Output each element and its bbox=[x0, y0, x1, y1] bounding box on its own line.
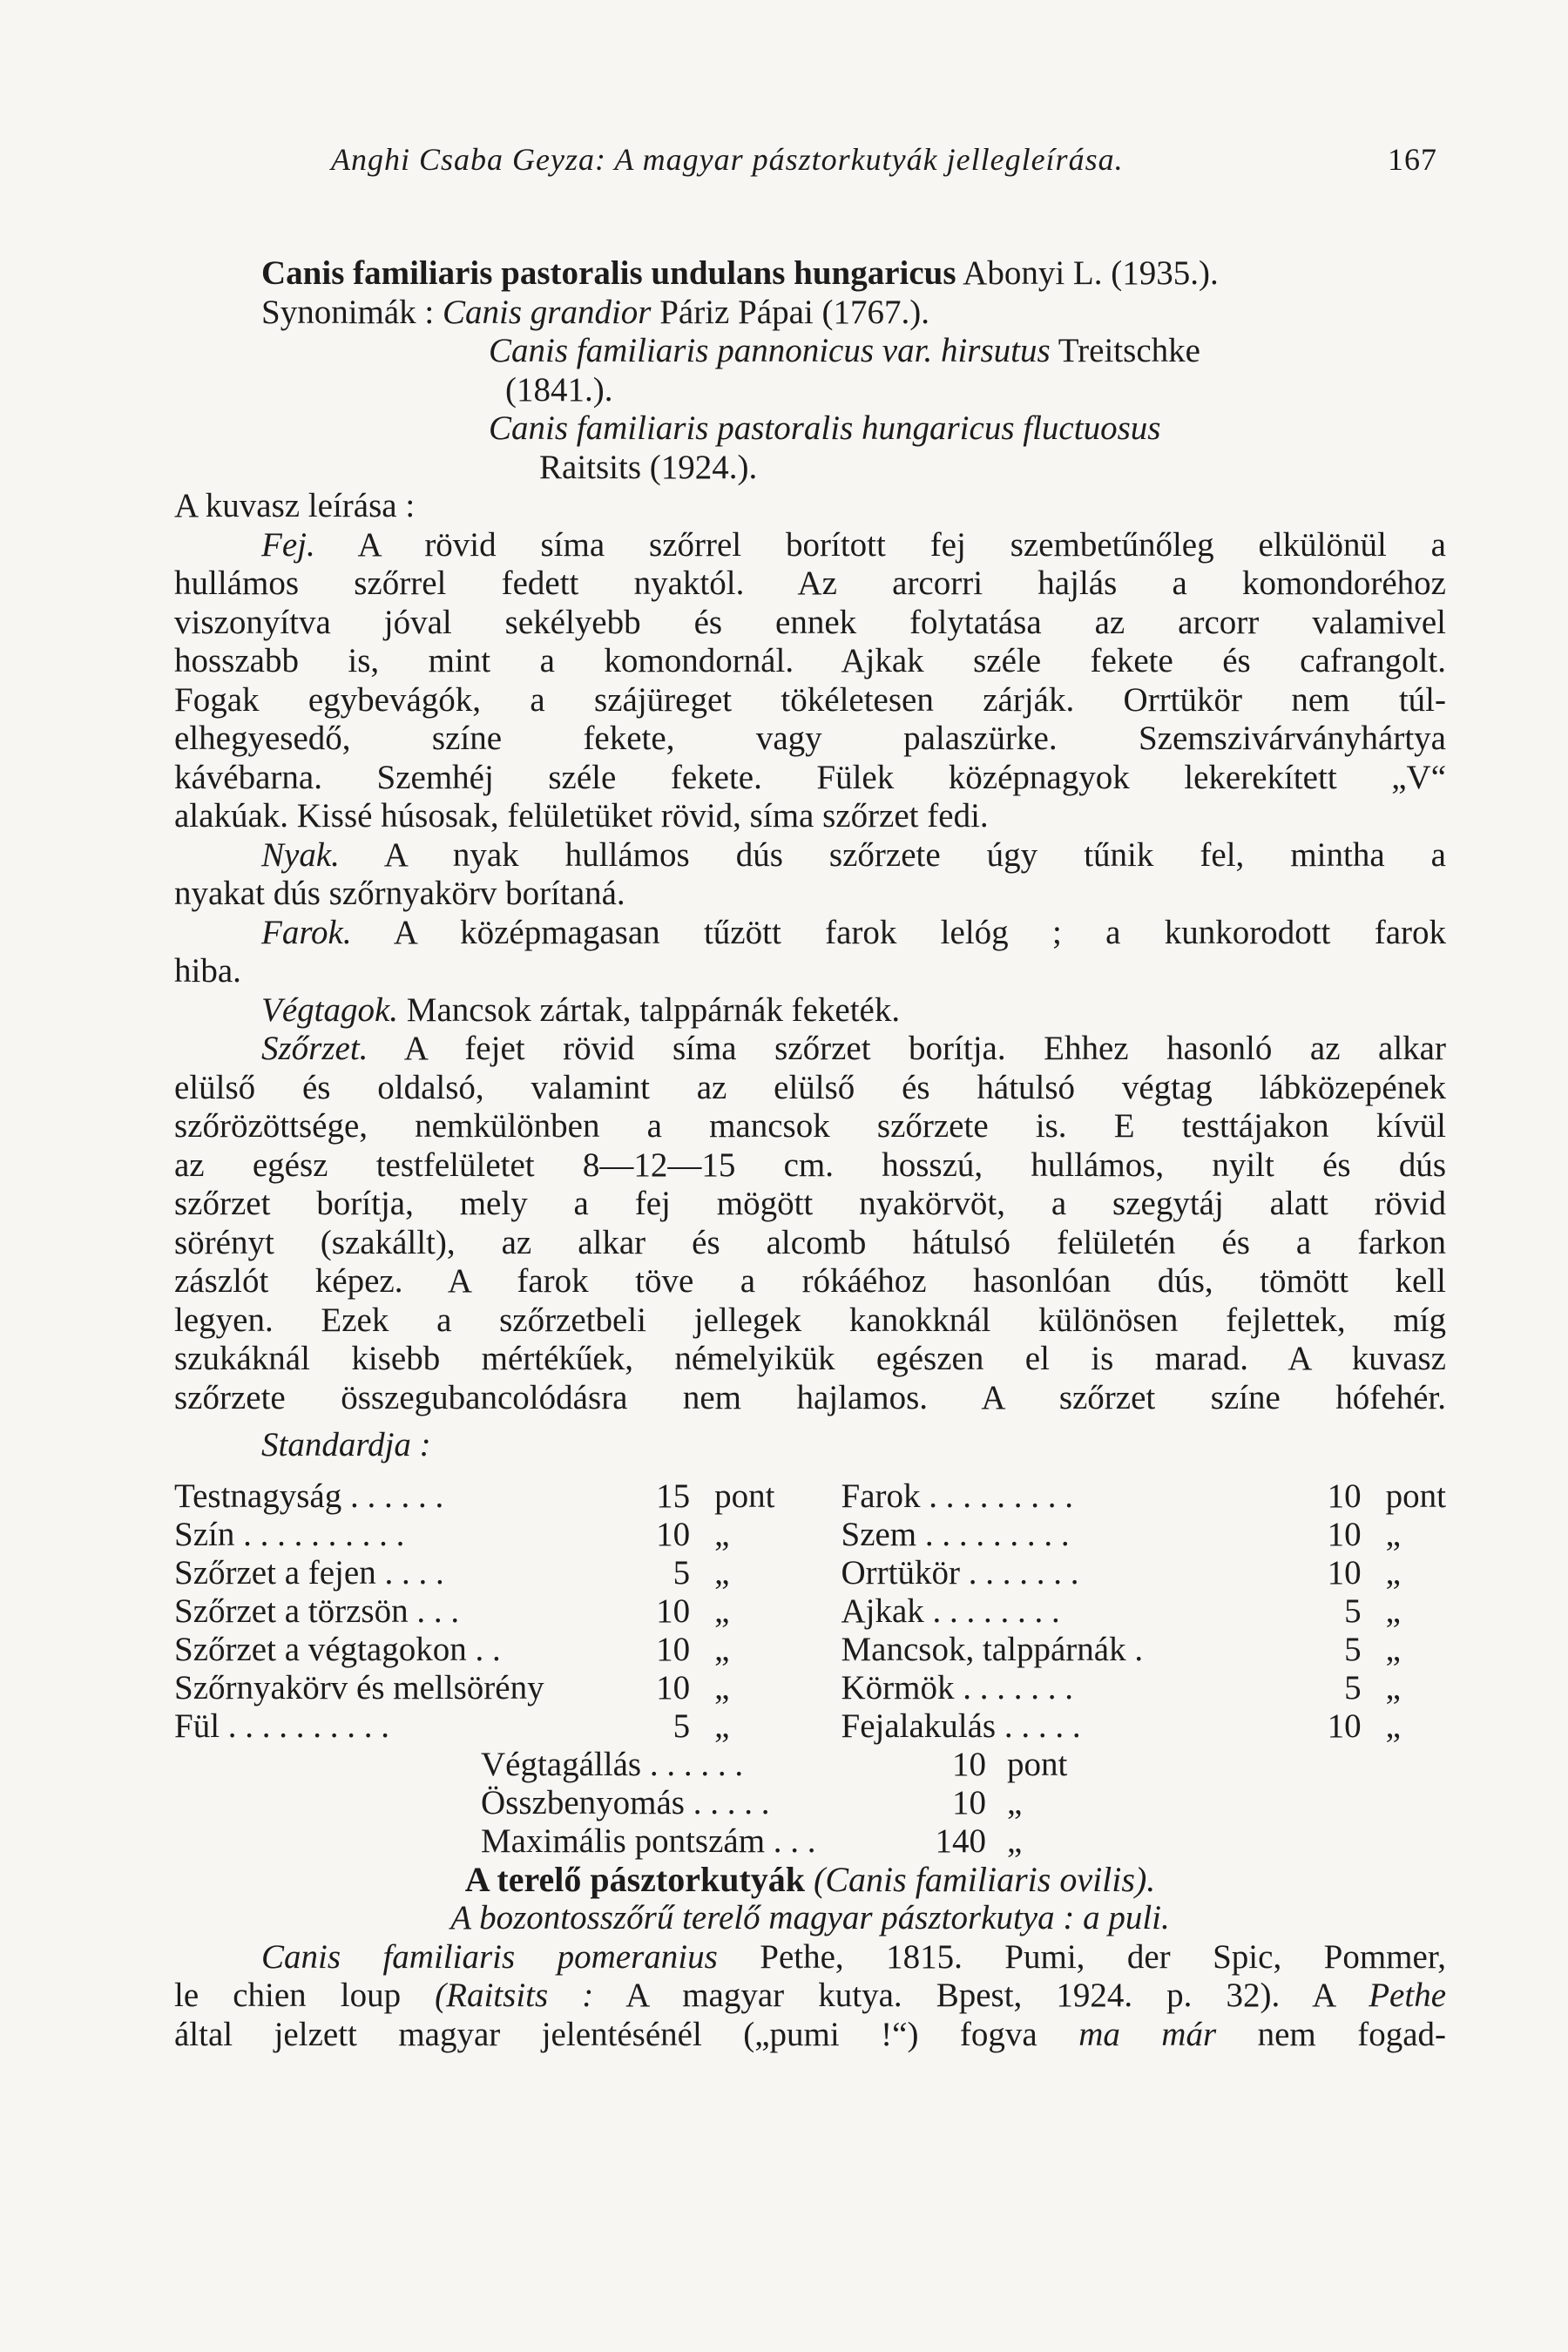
fej-line-5: Fogak egybevágók, a szájüreget tökéletesen zárják. Orrtükör nem túl- bbox=[174, 680, 1446, 719]
standard-left-value: 10 bbox=[656, 1668, 691, 1707]
standard-table bbox=[174, 1477, 1446, 1746]
standard-right-value: 10 bbox=[1327, 1515, 1362, 1553]
standard-row bbox=[174, 1516, 1446, 1554]
summary-value: 10 bbox=[952, 1745, 986, 1783]
standard-left-label: Szőrzet a törzsön . . . bbox=[174, 1592, 460, 1630]
szorzet-line-2: elülső és oldalsó, valamint az elülső és hátulsó végtag lábközepének bbox=[174, 1068, 1446, 1106]
synonym-1-author: Páriz Pápai (1767.). bbox=[659, 293, 929, 331]
synonym-line-3b bbox=[174, 449, 1446, 488]
summary-unit: „ bbox=[1007, 1783, 1023, 1821]
breed-author: Abonyi L. (1935.). bbox=[963, 254, 1219, 292]
standard-left-value: 15 bbox=[656, 1477, 691, 1515]
szorzet-line-10: szőrzete összegubancolódásra nem hajlamos. A szőrzet színe hófehér. bbox=[174, 1378, 1446, 1416]
standard-left-label: Szín . . . . . . . . . . bbox=[174, 1515, 405, 1553]
standard-right-value: 5 bbox=[1344, 1630, 1362, 1668]
herding-title-italic: (Canis familiaris ovilis). bbox=[814, 1859, 1156, 1899]
synonym-2-name: Canis familiaris pannonicus var. hirsutus bbox=[489, 332, 1051, 369]
standard-right-label: Mancsok, talppárnák . bbox=[841, 1630, 1144, 1668]
pomeranius-2b: (Raitsits : bbox=[435, 1977, 594, 2014]
pomeranius-2c: A magyar kutya. Bpest, 1924. p. 32). A bbox=[625, 1977, 1335, 2014]
summary-row bbox=[481, 1822, 1067, 1861]
nyak-text-1: A nyak hullámos dús szőrzete úgy tűnik fel, mintha a bbox=[383, 835, 1446, 874]
standard-right-value: 5 bbox=[1344, 1668, 1362, 1707]
standard-left-unit: „ bbox=[714, 1707, 730, 1745]
standard-right-unit: „ bbox=[1385, 1553, 1401, 1592]
standard-left-unit: „ bbox=[714, 1668, 730, 1707]
herding-title bbox=[174, 1861, 1446, 1900]
standard-right-label: Szem . . . . . . . . . bbox=[841, 1515, 1070, 1553]
vegtagok-line bbox=[174, 991, 1446, 1031]
pomeranius-name: Canis familiaris pomeranius bbox=[261, 1937, 718, 1976]
standard-row bbox=[174, 1592, 1446, 1631]
synonym-line-2 bbox=[174, 332, 1446, 371]
summary-label: Összbenyomás . . . . . bbox=[481, 1783, 770, 1821]
standard-left-unit: „ bbox=[714, 1630, 730, 1668]
standard-right-label: Farok . . . . . . . . . bbox=[841, 1477, 1073, 1515]
farok-line-1 bbox=[174, 914, 1446, 953]
description-label: A kuvasz leírása : bbox=[174, 487, 416, 524]
standard-right-unit: „ bbox=[1385, 1668, 1401, 1707]
standard-left-value: 5 bbox=[672, 1707, 691, 1745]
pomeranius-2d: Pethe bbox=[1369, 1977, 1447, 2014]
summary-unit: „ bbox=[1007, 1821, 1023, 1860]
summary-value: 10 bbox=[952, 1783, 986, 1821]
nyak-line-2: nyakat dús szőrnyakörv borítaná. bbox=[174, 875, 625, 912]
farok-text-1: A középmagasan tűzött farok lelóg ; a kunkorodott farok bbox=[393, 913, 1446, 951]
standard-left-unit: „ bbox=[714, 1515, 730, 1553]
standard-right-unit: „ bbox=[1385, 1707, 1401, 1745]
standard-right-label: Fejalakulás . . . . . bbox=[841, 1707, 1081, 1745]
standard-left-value: 5 bbox=[672, 1553, 691, 1592]
standard-left-unit: „ bbox=[714, 1553, 730, 1592]
fej-line-8: alakúak. Kissé húsosak, felületüket rövid, síma szőrzet fedi. bbox=[174, 797, 989, 835]
fej-line-2: hullámos szőrrel fedett nyaktól. Az arcorri hajlás a komondoréhoz bbox=[174, 564, 1446, 602]
standard-right-label: Körmök . . . . . . . bbox=[841, 1668, 1073, 1707]
standard-right-unit: „ bbox=[1385, 1630, 1401, 1668]
pomeranius-line-2 bbox=[174, 1977, 1446, 2016]
pomeranius-line-3 bbox=[174, 2016, 1446, 2055]
pomeranius-3b: ma már bbox=[1078, 2015, 1217, 2053]
summary-unit: pont bbox=[1007, 1745, 1068, 1783]
synonym-1-name: Canis grandior bbox=[443, 293, 652, 331]
standard-left-unit: pont bbox=[714, 1477, 775, 1515]
synonym-2-author: Treitschke bbox=[1058, 332, 1200, 369]
summary-label: Végtagállás . . . . . . bbox=[481, 1745, 744, 1783]
standard-right-value: 5 bbox=[1344, 1592, 1362, 1630]
szorzet-line-7: zászlót képez. A farok töve a rókáéhoz hasonlóan dús, tömött kell bbox=[174, 1262, 1446, 1300]
standard-row bbox=[174, 1669, 1446, 1707]
szorzet-line-6: sörényt (szakállt), az alkar és alcomb hátulsó felületén és a farkon bbox=[174, 1223, 1446, 1261]
synonym-3-name: Canis familiaris pastoralis hungaricus fluctuosus bbox=[489, 409, 1161, 447]
standard-right-unit: „ bbox=[1385, 1592, 1401, 1630]
szorzet-line-1 bbox=[174, 1030, 1446, 1069]
herding-title-bold: A terelő pásztorkutyák bbox=[464, 1859, 806, 1899]
standard-row bbox=[174, 1631, 1446, 1669]
standard-row bbox=[174, 1707, 1446, 1746]
farok-line-2: hiba. bbox=[174, 952, 241, 990]
standard-right-value: 10 bbox=[1327, 1707, 1362, 1745]
standard-row bbox=[174, 1554, 1446, 1592]
synonyms-label: Synonimák : bbox=[261, 293, 435, 331]
szorzet-text-1: A fejet rövid síma szőrzet borítja. Ehhez hasonló az alkar bbox=[403, 1030, 1446, 1067]
pomeranius-line-1 bbox=[174, 1938, 1446, 1977]
standard-right-unit: „ bbox=[1385, 1515, 1401, 1553]
nyak-label: Nyak. bbox=[261, 835, 340, 874]
synonym-2-year: (1841.). bbox=[505, 370, 613, 409]
fej-line-4: hosszabb is, mint a komondornál. Ajkak széle fekete és cafrangolt. bbox=[174, 642, 1446, 679]
standard-right-unit: pont bbox=[1385, 1477, 1446, 1515]
standard-left-label: Szőrnyakörv és mellsörény bbox=[174, 1668, 544, 1707]
vegtagok-label: Végtagok. bbox=[261, 990, 399, 1029]
fej-text-1: A rövid síma szőrrel borított fej szembetűnőleg elkülönül a bbox=[357, 525, 1446, 564]
fej-line-3: viszonyítva jóval sekélyebb és ennek folytatása az arcorr valamivel bbox=[174, 603, 1446, 641]
szorzet-line-8: legyen. Ezek a szőrzetbeli jellegek kanokknál különösen fejlettek, míg bbox=[174, 1301, 1446, 1339]
pomeranius-3a: által jelzett magyar jelentésénél („pumi !“) fogva bbox=[174, 2015, 1037, 2053]
standard-left-label: Szőrzet a fejen . . . . bbox=[174, 1553, 444, 1592]
summary-row bbox=[481, 1784, 1067, 1822]
standard-label: Standardja : bbox=[261, 1426, 431, 1463]
standard-row bbox=[174, 1477, 1446, 1516]
fej-line-6: elhegyesedő, színe fekete, vagy palaszürke. Szemszivárványhártya bbox=[174, 720, 1446, 757]
standard-right-value: 10 bbox=[1327, 1553, 1362, 1592]
breed-name: Canis familiaris pastoralis undulans hungaricus bbox=[261, 254, 956, 292]
herding-subtitle: A bozontosszőrű terelő magyar pásztorkutya : a puli. bbox=[450, 1899, 1170, 1936]
standard-left-label: Szőrzet a végtagokon . . bbox=[174, 1630, 501, 1668]
page-body bbox=[174, 254, 1446, 2054]
szorzet-line-3: szőrözöttsége, nemkülönben a mancsok szőrzete is. E testtájakon kívül bbox=[174, 1107, 1446, 1145]
fej-line-7: kávébarna. Szemhéj széle fekete. Fülek középnagyok lekerekített „V“ bbox=[174, 758, 1446, 796]
farok-label: Farok. bbox=[261, 913, 352, 951]
standard-summary bbox=[481, 1746, 1067, 1861]
standard-left-value: 10 bbox=[656, 1515, 691, 1553]
breed-heading bbox=[174, 254, 1446, 294]
szorzet-label: Szőrzet. bbox=[261, 1030, 368, 1067]
standard-left-label: Fül . . . . . . . . . . bbox=[174, 1707, 390, 1745]
szorzet-line-4: az egész testfelületet 8—12—15 cm. hosszú, hullámos, nyilt és dús bbox=[174, 1146, 1446, 1184]
synonym-3-author: Raitsits (1924.). bbox=[539, 448, 758, 486]
fej-line-1 bbox=[174, 526, 1446, 565]
synonym-line-3 bbox=[174, 409, 1446, 449]
szorzet-line-5: szőrzet borítja, mely a fej mögött nyakörvöt, a szegytáj alatt rövid bbox=[174, 1185, 1446, 1222]
pomeranius-3c: nem fogad- bbox=[1257, 2015, 1447, 2053]
standard-right-value: 10 bbox=[1327, 1477, 1362, 1515]
standard-left-label: Testnagyság . . . . . . bbox=[174, 1477, 444, 1515]
pomeranius-2a: le chien loup bbox=[174, 1977, 402, 2014]
synonym-line-1 bbox=[174, 294, 1446, 333]
summary-value: 140 bbox=[935, 1821, 986, 1860]
synonym-line-2b bbox=[174, 371, 1446, 410]
standard-right-label: Ajkak . . . . . . . . bbox=[841, 1592, 1060, 1630]
running-header bbox=[331, 141, 1437, 178]
szorzet-line-9: szukáknál kisebb mértékűek, némelyikük egészen el is marad. A kuvasz bbox=[174, 1340, 1446, 1377]
standard-left-unit: „ bbox=[714, 1592, 730, 1630]
standard-left-value: 10 bbox=[656, 1592, 691, 1630]
page-number: 167 bbox=[1388, 142, 1437, 177]
standard-right-label: Orrtükör . . . . . . . bbox=[841, 1553, 1079, 1592]
vegtagok-text: Mancsok zártak, talppárnák feketék. bbox=[406, 990, 901, 1029]
summary-row bbox=[481, 1746, 1067, 1784]
running-title: Anghi Csaba Geyza: A magyar pásztorkutyák jellegleírása. bbox=[331, 142, 1124, 177]
summary-label: Maximális pontszám . . . bbox=[481, 1821, 816, 1860]
fej-label: Fej. bbox=[261, 525, 315, 564]
nyak-line-1 bbox=[174, 836, 1446, 875]
standard-left-value: 10 bbox=[656, 1630, 691, 1668]
pomeranius-text-1: Pethe, 1815. Pumi, der Spic, Pommer, bbox=[760, 1937, 1446, 1976]
